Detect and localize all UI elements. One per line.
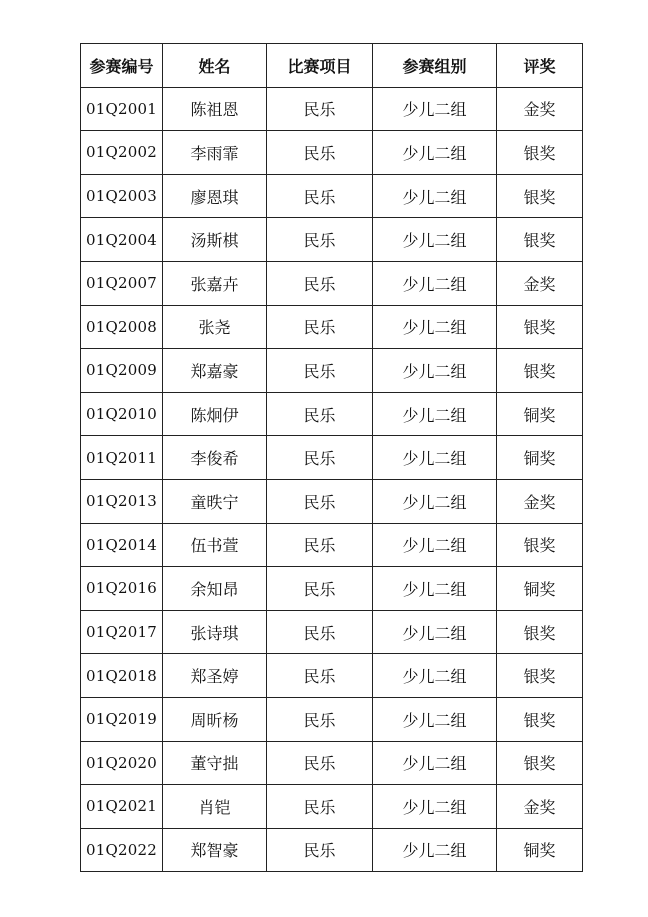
- cell-event: 民乐: [267, 610, 373, 654]
- cell-entry-number: 01Q2017: [81, 610, 163, 654]
- cell-event: 民乐: [267, 87, 373, 131]
- cell-name: 张诗琪: [163, 610, 267, 654]
- cell-award: 铜奖: [497, 436, 583, 480]
- cell-award: 金奖: [497, 87, 583, 131]
- cell-group: 少儿二组: [373, 523, 497, 567]
- cell-name: 郑智豪: [163, 828, 267, 872]
- cell-event: 民乐: [267, 828, 373, 872]
- cell-event: 民乐: [267, 523, 373, 567]
- cell-entry-number: 01Q2009: [81, 349, 163, 393]
- cell-award: 铜奖: [497, 828, 583, 872]
- cell-event: 民乐: [267, 261, 373, 305]
- cell-award: 金奖: [497, 479, 583, 523]
- table-header: [81, 44, 583, 88]
- table-row: [81, 261, 583, 305]
- cell-group: 少儿二组: [373, 305, 497, 349]
- cell-event: 民乐: [267, 697, 373, 741]
- cell-award: 银奖: [497, 174, 583, 218]
- cell-name: 郑圣婷: [163, 654, 267, 698]
- table-row: [81, 785, 583, 829]
- table-row: [81, 654, 583, 698]
- cell-event: 民乐: [267, 785, 373, 829]
- cell-group: 少儿二组: [373, 741, 497, 785]
- cell-entry-number: 01Q2020: [81, 741, 163, 785]
- cell-group: 少儿二组: [373, 261, 497, 305]
- table-row: [81, 828, 583, 872]
- cell-name: 董守拙: [163, 741, 267, 785]
- cell-award: 铜奖: [497, 392, 583, 436]
- cell-group: 少儿二组: [373, 349, 497, 393]
- header-name: 姓名: [163, 44, 267, 88]
- cell-name: 汤斯棋: [163, 218, 267, 262]
- table-row: [81, 697, 583, 741]
- cell-award: 金奖: [497, 261, 583, 305]
- table-row: [81, 392, 583, 436]
- cell-event: 民乐: [267, 436, 373, 480]
- cell-group: 少儿二组: [373, 87, 497, 131]
- header-entry-number: 参赛编号: [81, 44, 163, 88]
- cell-entry-number: 01Q2003: [81, 174, 163, 218]
- cell-event: 民乐: [267, 567, 373, 611]
- header-row: [81, 44, 583, 88]
- table-body: [81, 87, 583, 872]
- cell-award: 铜奖: [497, 567, 583, 611]
- cell-group: 少儿二组: [373, 436, 497, 480]
- table-row: [81, 436, 583, 480]
- table-row: [81, 87, 583, 131]
- cell-award: 银奖: [497, 697, 583, 741]
- cell-name: 伍书萱: [163, 523, 267, 567]
- cell-event: 民乐: [267, 349, 373, 393]
- cell-entry-number: 01Q2018: [81, 654, 163, 698]
- cell-name: 张嘉卉: [163, 261, 267, 305]
- cell-name: 郑嘉豪: [163, 349, 267, 393]
- cell-event: 民乐: [267, 479, 373, 523]
- table-row: [81, 174, 583, 218]
- cell-entry-number: 01Q2022: [81, 828, 163, 872]
- cell-name: 李俊希: [163, 436, 267, 480]
- cell-entry-number: 01Q2016: [81, 567, 163, 611]
- cell-award: 银奖: [497, 305, 583, 349]
- cell-entry-number: 01Q2019: [81, 697, 163, 741]
- award-results-table: [80, 43, 583, 872]
- cell-event: 民乐: [267, 218, 373, 262]
- cell-entry-number: 01Q2010: [81, 392, 163, 436]
- table-row: [81, 479, 583, 523]
- cell-group: 少儿二组: [373, 654, 497, 698]
- cell-award: 银奖: [497, 741, 583, 785]
- cell-name: 李雨霏: [163, 131, 267, 175]
- cell-event: 民乐: [267, 305, 373, 349]
- cell-group: 少儿二组: [373, 567, 497, 611]
- table-row: [81, 131, 583, 175]
- cell-award: 银奖: [497, 131, 583, 175]
- cell-event: 民乐: [267, 131, 373, 175]
- cell-award: 金奖: [497, 785, 583, 829]
- cell-award: 银奖: [497, 610, 583, 654]
- cell-entry-number: 01Q2014: [81, 523, 163, 567]
- cell-award: 银奖: [497, 523, 583, 567]
- table-row: [81, 218, 583, 262]
- cell-award: 银奖: [497, 654, 583, 698]
- cell-group: 少儿二组: [373, 479, 497, 523]
- header-award: 评奖: [497, 44, 583, 88]
- table-row: [81, 610, 583, 654]
- cell-event: 民乐: [267, 741, 373, 785]
- cell-name: 陈炯伊: [163, 392, 267, 436]
- cell-name: 童昳宁: [163, 479, 267, 523]
- cell-award: 银奖: [497, 349, 583, 393]
- table-row: [81, 523, 583, 567]
- cell-name: 周昕杨: [163, 697, 267, 741]
- cell-entry-number: 01Q2011: [81, 436, 163, 480]
- cell-entry-number: 01Q2021: [81, 785, 163, 829]
- cell-entry-number: 01Q2004: [81, 218, 163, 262]
- header-event: 比赛项目: [267, 44, 373, 88]
- cell-event: 民乐: [267, 392, 373, 436]
- cell-group: 少儿二组: [373, 131, 497, 175]
- cell-group: 少儿二组: [373, 785, 497, 829]
- cell-group: 少儿二组: [373, 392, 497, 436]
- table-row: [81, 349, 583, 393]
- cell-name: 余知昂: [163, 567, 267, 611]
- cell-award: 银奖: [497, 218, 583, 262]
- cell-entry-number: 01Q2001: [81, 87, 163, 131]
- table-row: [81, 305, 583, 349]
- cell-name: 张尧: [163, 305, 267, 349]
- cell-group: 少儿二组: [373, 174, 497, 218]
- table-row: [81, 567, 583, 611]
- cell-group: 少儿二组: [373, 610, 497, 654]
- header-group: 参赛组别: [373, 44, 497, 88]
- cell-entry-number: 01Q2007: [81, 261, 163, 305]
- cell-event: 民乐: [267, 654, 373, 698]
- table-row: [81, 741, 583, 785]
- cell-group: 少儿二组: [373, 828, 497, 872]
- cell-entry-number: 01Q2013: [81, 479, 163, 523]
- cell-name: 肖铠: [163, 785, 267, 829]
- cell-group: 少儿二组: [373, 697, 497, 741]
- cell-entry-number: 01Q2008: [81, 305, 163, 349]
- cell-name: 陈祖恩: [163, 87, 267, 131]
- cell-name: 廖恩琪: [163, 174, 267, 218]
- cell-event: 民乐: [267, 174, 373, 218]
- cell-group: 少儿二组: [373, 218, 497, 262]
- cell-entry-number: 01Q2002: [81, 131, 163, 175]
